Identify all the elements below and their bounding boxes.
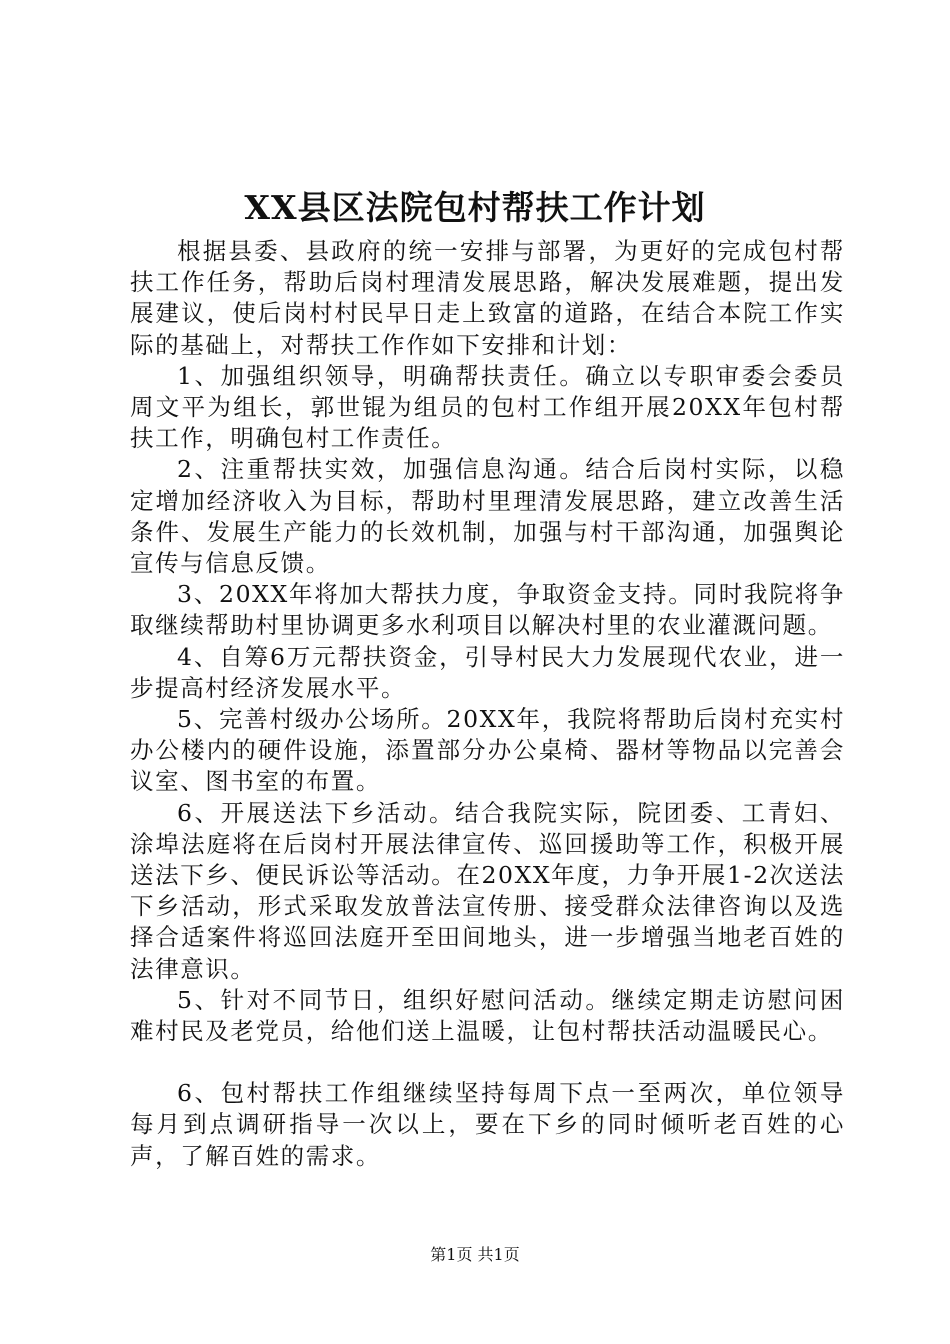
document-body: [130, 236, 845, 1172]
paragraph-item-5: 5、完善村级办公场所。20XX年，我院将帮助后岗村充实村办公楼内的硬件设施，添置部分办公桌椅、器材等物品以完善会议室、图书室的布置。: [130, 705, 845, 796]
document-title: XX县区法院包村帮扶工作计划: [244, 188, 706, 227]
paragraph-item-4: 4、自筹6万元帮扶资金，引导村民大力发展现代农业，进一步提高村经济发展水平。: [130, 642, 845, 702]
paragraph-intro: 根据县委、县政府的统一安排与部署，为更好的完成包村帮扶工作任务，帮助后岗村理清发展思路，解决发展难题，提出发展建议，使后岗村村民早日走上致富的道路，在结合本院工作实际的基础上，对帮扶工作作如下安排和计划：: [130, 237, 845, 359]
page-footer: 第1页 共1页: [430, 1245, 520, 1264]
paragraph-item-3: 3、20XX年将加大帮扶力度，争取资金支持。同时我院将争取继续帮助村里协调更多水利项目以解决村里的农业灌溉问题。: [130, 580, 845, 640]
paragraph-item-2: 2、注重帮扶实效，加强信息沟通。结合后岗村实际，以稳定增加经济收入为目标，帮助村里理清发展思路，建立改善生活条件、发展生产能力的长效机制，加强与村干部沟通，加强舆论宣传与信息反馈。: [130, 455, 845, 578]
paragraph-item-6b: 6、包村帮扶工作组继续坚持每周下点一至两次，单位领导每月到点调研指导一次以上，要在下乡的同时倾听老百姓的心声，了解百姓的需求。: [130, 1079, 845, 1170]
paragraph-item-1: 1、加强组织领导，明确帮扶责任。确立以专职审委会委员周文平为组长，郭世锟为组员的包村工作组开展20XX年包村帮扶工作，明确包村工作责任。: [130, 361, 845, 453]
paragraph-item-6: 6、开展送法下乡活动。结合我院实际，院团委、工青妇、涂埠法庭将在后岗村开展法律宣传、巡回援助等工作，积极开展送法下乡、便民诉讼等活动。在20XX年度，力争开展1-2次送法下乡活动，形式采取发放普法宣传册、接受群众法律咨询以及选择合适案件将巡回法庭开至田间地头，进一步增强当地老百姓的法律意识。: [130, 798, 845, 983]
paragraph-item-5b: 5、针对不同节日，组织好慰问活动。继续定期走访慰问困难村民及老党员，给他们送上温暖，让包村帮扶活动温暖民心。: [130, 985, 845, 1046]
